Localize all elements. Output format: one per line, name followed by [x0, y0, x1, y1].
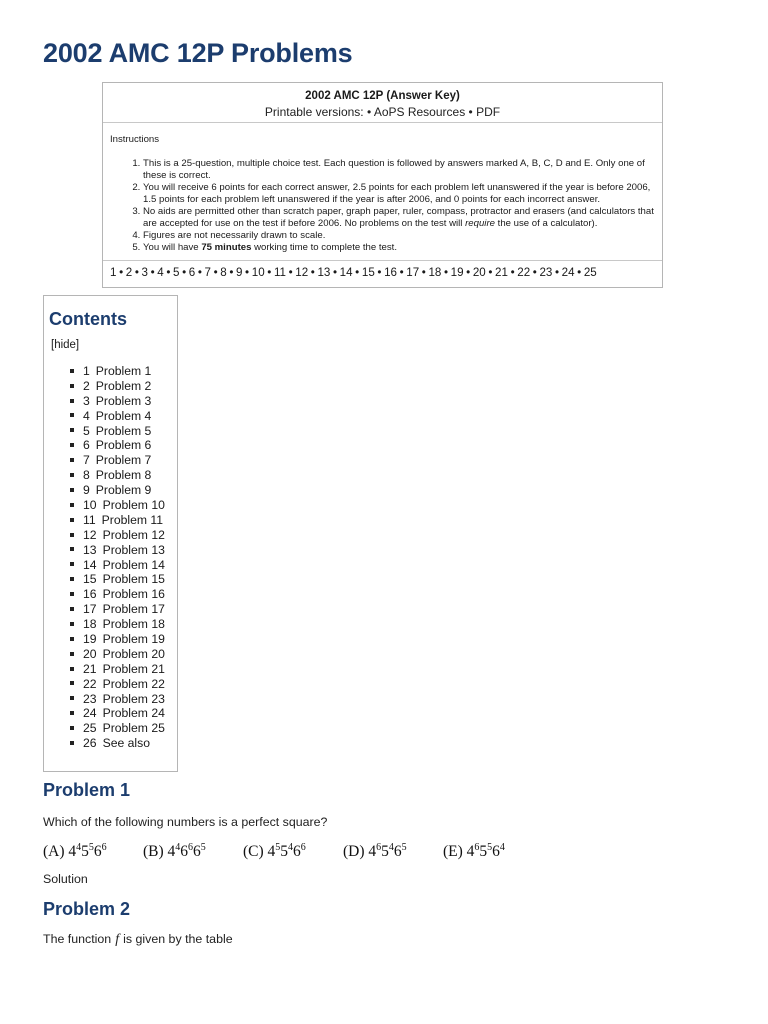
- toc-item-label[interactable]: Problem 20: [102, 646, 165, 661]
- bullet-icon: [70, 592, 74, 596]
- bullet-icon: [70, 458, 74, 462]
- bullet-icon: [70, 428, 74, 432]
- choice-base: 6: [180, 843, 189, 861]
- choice-base: 6: [193, 843, 201, 861]
- toc-item[interactable]: [70, 632, 165, 647]
- toc-item[interactable]: [70, 736, 165, 751]
- toc-item[interactable]: [70, 572, 165, 587]
- toc-item-number: 15: [83, 572, 97, 587]
- choice-exponent: 4: [388, 842, 394, 853]
- choice-base: 4: [466, 843, 475, 861]
- choice-exponent: 5: [275, 842, 281, 853]
- toc-item-number: 4: [83, 408, 90, 423]
- toc-item-label[interactable]: Problem 15: [102, 572, 165, 587]
- toc-item-label[interactable]: Problem 12: [102, 527, 165, 542]
- toc-item-label[interactable]: Problem 13: [102, 542, 165, 557]
- toc-item-number: 26: [83, 736, 97, 751]
- toc-item-number: 2: [83, 378, 90, 393]
- bullet-icon: [70, 384, 74, 388]
- toc-item[interactable]: [70, 409, 165, 424]
- bullet-icon: [70, 711, 74, 715]
- answer-choice: [143, 842, 243, 861]
- toc-item-number: 8: [83, 468, 90, 483]
- bullet-icon: [70, 547, 74, 551]
- answer-choices: [43, 842, 523, 861]
- instruction-item: 2. You will receive 6 points for each correct answer, 2.5 points for each problem left unanswered if the year is before 2006, 1.5 points for each problem left unanswered if the year is after 2006, and 0 points for each incorrect answer.: [143, 182, 655, 206]
- instruction-item: 4. Figures are not necessarily drawn to scale.: [143, 230, 655, 242]
- toc-item-label[interactable]: Problem 2: [95, 378, 152, 393]
- toc-item[interactable]: [70, 453, 165, 468]
- toc-item[interactable]: [70, 662, 165, 677]
- bullet-icon: [70, 413, 74, 417]
- toc-item[interactable]: [70, 706, 165, 721]
- choice-base: 6: [93, 843, 102, 861]
- toc-item[interactable]: [70, 587, 165, 602]
- toc-item-label[interactable]: Problem 18: [102, 617, 165, 632]
- toc-item-label[interactable]: Problem 24: [102, 706, 165, 721]
- toc-item-label[interactable]: Problem 1: [95, 364, 152, 378]
- toc-item-label[interactable]: Problem 10: [102, 498, 165, 513]
- bullet-icon: [70, 726, 74, 730]
- toc-item[interactable]: [70, 424, 165, 439]
- toc-item-label[interactable]: Problem 21: [102, 661, 165, 676]
- choice-base: 5: [280, 843, 289, 861]
- choice-letter: (B): [143, 843, 164, 861]
- choice-base: 4: [267, 843, 276, 861]
- instructions-list: [110, 158, 655, 254]
- bullet-icon: [70, 652, 74, 656]
- toc-item-number: 3: [83, 393, 90, 408]
- bullet-icon: [70, 696, 74, 700]
- toc-item-number: 24: [83, 706, 97, 721]
- toc-item-label[interactable]: Problem 11: [101, 512, 164, 527]
- table-of-contents: [43, 295, 178, 772]
- toc-item-number: 19: [83, 632, 97, 647]
- toc-item-label[interactable]: Problem 22: [102, 676, 165, 691]
- toc-item[interactable]: [70, 364, 165, 379]
- toc-item[interactable]: [70, 498, 165, 513]
- choice-base: 6: [293, 843, 301, 861]
- toc-item-label[interactable]: Problem 25: [102, 721, 165, 736]
- choice-exponent: 6: [474, 842, 480, 853]
- page-title: 2002 AMC 12P Problems: [43, 38, 353, 68]
- toc-item[interactable]: [70, 602, 165, 617]
- hide-toggle[interactable]: [hide]: [51, 339, 80, 351]
- toc-item-label[interactable]: Problem 14: [102, 557, 165, 572]
- toc-item-number: 16: [83, 587, 97, 602]
- toc-item-number: 18: [83, 617, 97, 632]
- function-f: f: [115, 932, 120, 947]
- printable-versions[interactable]: Printable versions: • AoPS Resources • PDF: [264, 105, 501, 119]
- toc-item[interactable]: [70, 394, 165, 409]
- toc-item-label[interactable]: Problem 17: [102, 602, 165, 617]
- answer-key-title-link[interactable]: 2002 AMC 12P (Answer Key): [305, 90, 460, 102]
- toc-item[interactable]: [70, 677, 165, 692]
- choice-exponent: 4: [76, 842, 82, 853]
- bullet-icon: [70, 741, 74, 745]
- bullet-icon: [70, 533, 74, 537]
- toc-item-label[interactable]: Problem 7: [95, 453, 152, 468]
- bullet-icon: [70, 503, 74, 507]
- choice-exponent: 6: [101, 842, 107, 853]
- toc-item-number: 21: [83, 661, 97, 676]
- choice-exponent: 4: [288, 842, 294, 853]
- bullet-icon: [70, 488, 74, 492]
- toc-item[interactable]: [70, 692, 165, 707]
- toc-item[interactable]: [70, 513, 165, 528]
- choice-base: 4: [368, 843, 377, 861]
- solution-link[interactable]: Solution: [43, 872, 88, 886]
- toc-item-number: 11: [83, 512, 96, 527]
- toc-item-label[interactable]: Problem 8: [95, 468, 152, 483]
- choice-exponent: 6: [188, 842, 194, 853]
- problem-1-question: Which of the following numbers is a perfect square?: [43, 815, 328, 829]
- toc-item[interactable]: [70, 483, 165, 498]
- choice-exponent: 5: [401, 842, 407, 853]
- toc-item[interactable]: [70, 647, 165, 662]
- choice-exponent: 6: [376, 842, 382, 853]
- toc-item[interactable]: [70, 438, 165, 453]
- choice-exponent: 4: [175, 842, 181, 853]
- answer-key-box: [102, 82, 663, 288]
- toc-item[interactable]: [70, 528, 165, 543]
- toc-item-label[interactable]: See also: [102, 736, 150, 751]
- choice-exponent: 5: [200, 842, 206, 853]
- toc-item-number: 12: [83, 527, 97, 542]
- toc-item-number: 6: [83, 438, 90, 453]
- problem-2-heading: Problem 2: [43, 899, 131, 919]
- contents-title: Contents: [49, 309, 127, 329]
- toc-item-number: 7: [83, 453, 90, 468]
- choice-letter: (E): [443, 843, 463, 861]
- bullet-icon: [70, 637, 74, 641]
- choice-base: 5: [81, 843, 89, 861]
- instruction-item: 3. No aids are permitted other than scratch paper, graph paper, ruler, compass, protractor and erasers (and calculators that are accepted for use on the test if before 2006. No problems on the test will require the use of a calculator).: [143, 206, 655, 230]
- answer-choice: [443, 842, 523, 861]
- toc-item-label[interactable]: Problem 16: [102, 587, 165, 602]
- choice-base: 4: [68, 843, 77, 861]
- toc-item[interactable]: [70, 617, 165, 632]
- toc-item-label[interactable]: Problem 23: [102, 691, 165, 706]
- choice-base: 4: [167, 843, 176, 861]
- bullet-icon: [70, 667, 74, 671]
- bullet-icon: [70, 562, 74, 566]
- choice-letter: (C): [243, 843, 264, 861]
- toc-item-number: 25: [83, 721, 97, 736]
- answer-choice: [243, 842, 343, 861]
- choice-exponent: 4: [499, 842, 505, 853]
- emphasis-text: 75 minutes: [201, 242, 252, 253]
- toc-item-number: 22: [83, 676, 97, 691]
- toc-item-label[interactable]: Problem 9: [95, 483, 152, 498]
- bullet-icon: [70, 443, 74, 447]
- toc-item[interactable]: [70, 379, 165, 394]
- toc-item[interactable]: [70, 543, 165, 558]
- toc-item-label[interactable]: Problem 4: [95, 408, 152, 423]
- toc-item-label[interactable]: Problem 19: [102, 632, 165, 647]
- choice-base: 6: [393, 843, 402, 861]
- toc-item-label[interactable]: Problem 6: [95, 438, 152, 453]
- choice-letter: (A): [43, 843, 65, 861]
- bullet-icon: [70, 473, 74, 477]
- instructions-section: [103, 123, 662, 261]
- toc-item-number: 9: [83, 483, 90, 498]
- emphasis-text: require: [465, 218, 495, 229]
- problem-2-text-after: is given by the table: [123, 932, 233, 946]
- toc-item-number: 20: [83, 646, 97, 661]
- bullet-icon: [70, 681, 74, 685]
- toc-item[interactable]: [70, 721, 165, 736]
- problem-1-heading: Problem 1: [43, 780, 131, 800]
- choice-exponent: 5: [487, 842, 493, 853]
- choice-letter: (D): [343, 843, 365, 861]
- choice-base: 5: [479, 843, 488, 861]
- toc-item-number: 14: [83, 557, 97, 572]
- toc-item[interactable]: [70, 558, 165, 573]
- toc-item-label[interactable]: Problem 5: [95, 423, 152, 438]
- choice-base: 6: [492, 843, 500, 861]
- instructions-label: Instructions: [110, 134, 160, 145]
- answer-choice: [43, 842, 143, 861]
- bullet-icon: [70, 622, 74, 626]
- toc-item-label[interactable]: Problem 3: [95, 393, 152, 408]
- toc-item-number: 1: [83, 364, 90, 378]
- contents-list: [70, 364, 165, 751]
- choice-exponent: 6: [300, 842, 306, 853]
- problem-number-links[interactable]: 1 • 2 • 3 • 4 • 5 • 6 • 7 • 8 • 9 • 10 • 11 • 12 • 13 • 14 • 15 • 16 • 17 • 18 • 19 • 20 • 21 • 22 • 23 • 24 • 25: [110, 266, 597, 279]
- answer-key-header: [103, 83, 662, 123]
- toc-item-number: 17: [83, 602, 97, 617]
- choice-base: 5: [381, 843, 389, 861]
- problem-2-text-before: The function: [43, 932, 112, 946]
- bullet-icon: [70, 607, 74, 611]
- answer-choice: [343, 842, 443, 861]
- instruction-item: 5. You will have 75 minutes working time to complete the test.: [143, 242, 655, 254]
- toc-item-number: 23: [83, 691, 97, 706]
- bullet-icon: [70, 518, 74, 522]
- choice-exponent: 5: [88, 842, 94, 853]
- problem-2-text: [43, 932, 233, 948]
- instruction-item: 1. This is a 25-question, multiple choice test. Each question is followed by answers marked A, B, C, D and E. Only one of these is correct.: [143, 158, 655, 182]
- toc-item-number: 13: [83, 542, 97, 557]
- bullet-icon: [70, 577, 74, 581]
- toc-item-number: 5: [83, 423, 90, 438]
- bullet-icon: [70, 369, 74, 373]
- toc-item[interactable]: [70, 468, 165, 483]
- bullet-icon: [70, 399, 74, 403]
- toc-item-number: 10: [83, 498, 97, 513]
